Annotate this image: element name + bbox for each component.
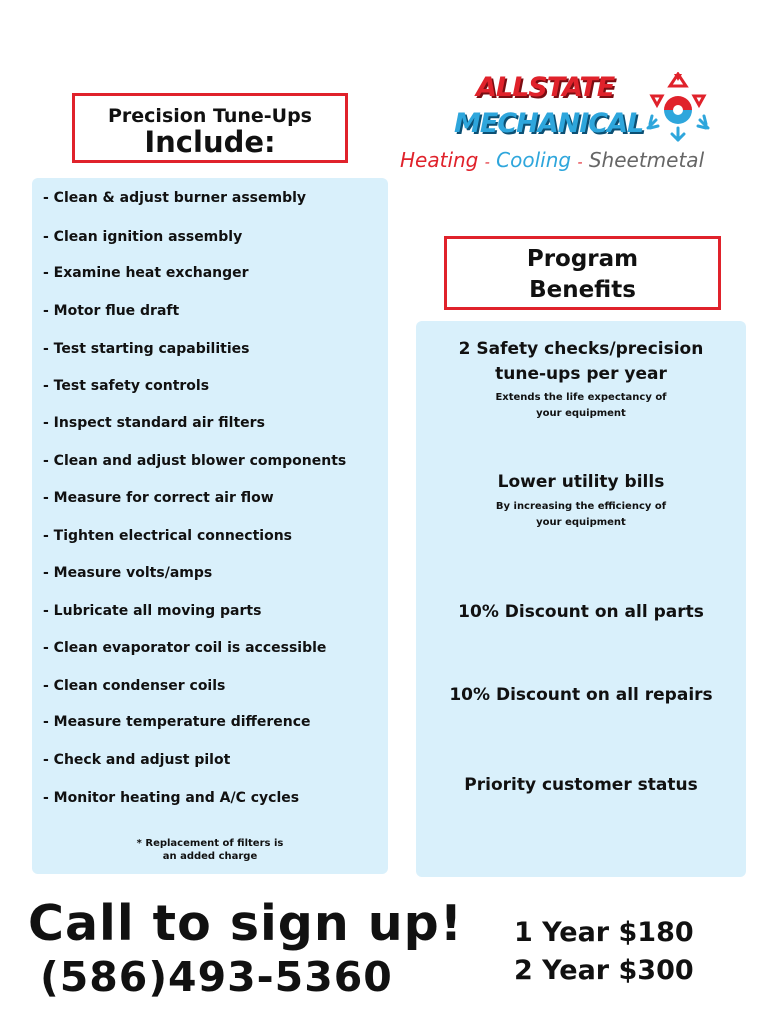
flame-snowflake-emblem-icon (644, 72, 714, 142)
benefits-title-box (444, 236, 721, 310)
footnote-line: * Replacement of filters is (136, 838, 284, 849)
benefit-item (416, 773, 746, 798)
benefit-item (416, 683, 746, 708)
filter-footnote (32, 837, 388, 863)
benefit-heading: 10% Discount on all parts (458, 602, 704, 622)
tuneup-title-line2: Include: (144, 125, 276, 159)
footnote-line: an added charge (162, 851, 258, 862)
benefit-heading: Lower utility bills (497, 472, 665, 492)
benefit-heading: 10% Discount on all repairs (449, 685, 713, 705)
benefit-desc: your equipment (536, 517, 626, 528)
benefits-title-line1: Program (526, 246, 639, 272)
task-item: - Clean evaporator coil is accessible (43, 640, 327, 656)
tagline-separator: - (577, 155, 583, 171)
benefit-desc: Extends the life expectancy of (495, 392, 667, 403)
task-item: - Examine heat exchanger (43, 265, 249, 281)
task-item: - Clean and adjust blower components (43, 453, 347, 469)
cta-heading: Call to sign up! (28, 895, 464, 952)
benefit-heading: Priority customer status (464, 775, 698, 795)
benefits-title-line2: Benefits (529, 277, 636, 303)
benefit-heading: 2 Safety checks/precision (458, 339, 704, 359)
company-logo (398, 70, 758, 180)
task-item: - Tighten electrical connections (43, 528, 293, 544)
task-item: - Test safety controls (43, 378, 210, 394)
task-item: - Measure volts/amps (43, 565, 213, 581)
price-two-year: 2 Year $300 (514, 955, 694, 986)
benefit-desc: your equipment (536, 408, 626, 419)
price-one-year: 1 Year $180 (514, 917, 694, 948)
benefit-desc: By increasing the efficiency of (495, 501, 667, 512)
tagline-heating: Heating (400, 148, 479, 172)
logo-word-mechanical: MECHANICAL (454, 108, 644, 139)
benefit-heading: tune-ups per year (495, 364, 667, 384)
tagline-separator: - (484, 155, 490, 171)
tuneup-title-line1: Precision Tune-Ups (107, 105, 312, 127)
benefits-panel (416, 321, 746, 877)
logo-word-allstate: ALLSTATE (476, 72, 615, 103)
task-item: - Clean & adjust burner assembly (43, 190, 307, 206)
task-item: - Clean condenser coils (43, 678, 226, 694)
logo-tagline (400, 148, 704, 172)
tagline-cooling: Cooling (496, 148, 572, 172)
task-item: - Inspect standard air filters (43, 415, 265, 431)
benefit-item (416, 337, 746, 422)
task-item: - Lubricate all moving parts (43, 603, 262, 619)
benefit-item (416, 470, 746, 531)
tuneup-title-box (72, 93, 348, 163)
task-item: - Clean ignition assembly (43, 229, 243, 245)
task-item: - Measure temperature difference (43, 714, 311, 730)
task-item: - Motor flue draft (43, 303, 180, 319)
task-item: - Monitor heating and A/C cycles (43, 790, 300, 806)
tuneup-list-panel (32, 178, 388, 874)
tagline-sheetmetal: Sheetmetal (588, 148, 705, 172)
task-item: - Test starting capabilities (43, 341, 250, 357)
task-item: - Check and adjust pilot (43, 752, 231, 768)
phone-number[interactable]: (586)493-5360 (40, 953, 393, 1001)
benefit-item (416, 600, 746, 625)
task-item: - Measure for correct air flow (43, 490, 274, 506)
